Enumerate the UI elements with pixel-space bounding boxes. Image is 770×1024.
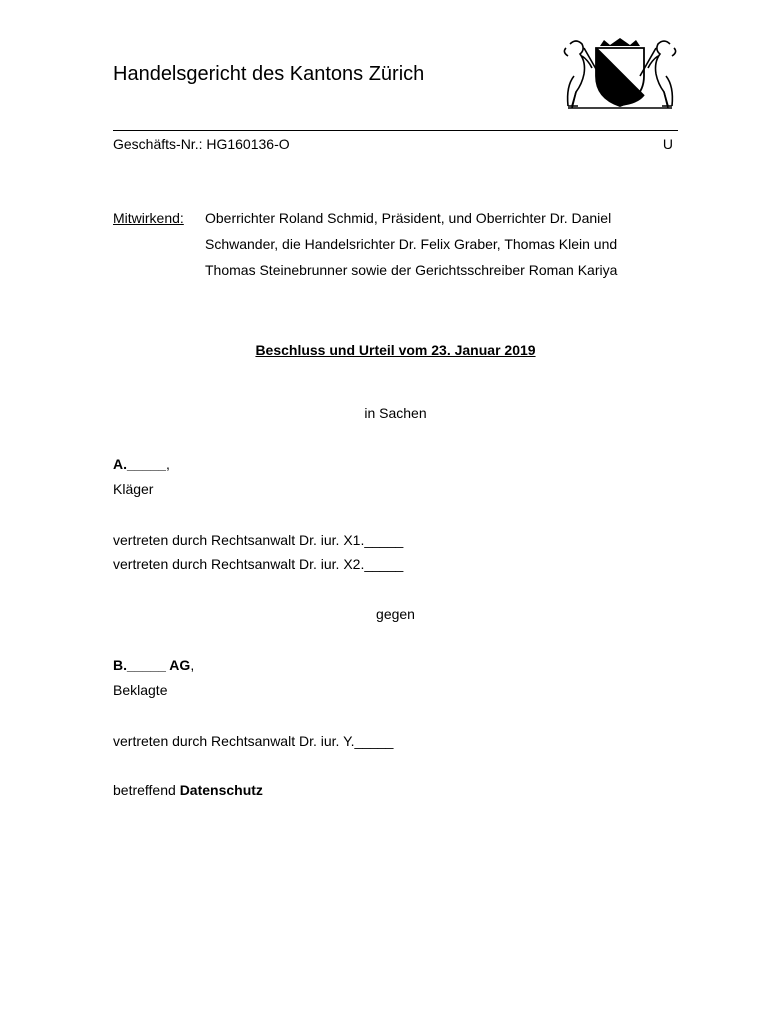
header-divider [113, 130, 678, 131]
case-code: U [662, 136, 673, 152]
subject-prefix: betreffend [113, 782, 176, 798]
plaintiff-representative: vertreten durch Rechtsanwalt Dr. iur. X1._____ [113, 532, 404, 548]
plaintiff-name-suffix: , [165, 456, 170, 472]
participants-line: Oberrichter Roland Schmid, Präsident, und Oberrichter Dr. Daniel [205, 210, 612, 226]
subject-line [113, 782, 263, 798]
zurich-coat-of-arms-icon [560, 36, 680, 112]
defendant-representative: vertreten durch Rechtsanwalt Dr. iur. Y._____ [113, 733, 394, 749]
decision-title: Beschluss und Urteil vom 23. Januar 2019 [255, 342, 536, 358]
subject-topic: Datenschutz [179, 782, 263, 798]
defendant-name: B._____ AG [113, 657, 191, 673]
court-name: Handelsgericht des Kantons Zürich [113, 63, 425, 85]
participants-line: Schwander, die Handelsrichter Dr. Felix Graber, Thomas Klein und [205, 236, 618, 252]
participants-line: Thomas Steinebrunner sowie der Gerichtsschreiber Roman Kariya [205, 262, 618, 278]
participants-label: Mitwirkend: [113, 210, 184, 226]
plaintiff-representative: vertreten durch Rechtsanwalt Dr. iur. X2._____ [113, 556, 404, 572]
defendant-name-suffix: , [190, 657, 195, 673]
defendant-role: Beklagte [113, 682, 168, 698]
case-number: Geschäfts-Nr.: HG160136-O [113, 136, 290, 152]
gegen: gegen [376, 606, 415, 622]
in-sachen: in Sachen [364, 405, 427, 421]
plaintiff-name-line [113, 456, 170, 472]
plaintiff-name: A._____ [113, 456, 166, 472]
defendant-name-line [113, 657, 194, 673]
plaintiff-role: Kläger [113, 481, 154, 497]
